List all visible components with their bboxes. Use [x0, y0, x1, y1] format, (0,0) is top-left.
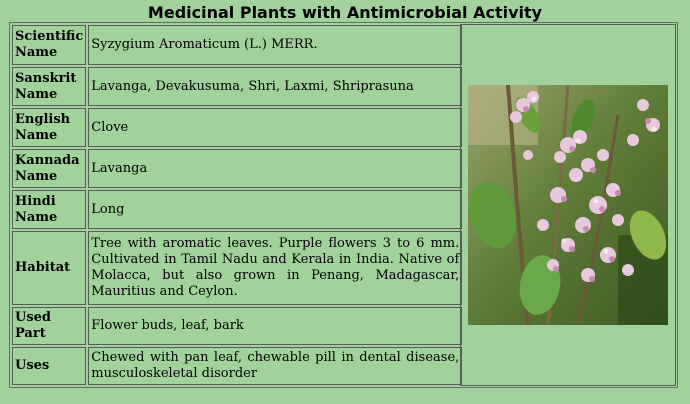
table-row: [12, 67, 462, 106]
row-value: Chewed with pan leaf, chewable pill in dental disease, musculoskeletal disorder: [88, 347, 462, 385]
row-value: Tree with aromatic leaves. Purple flowers 3 to 6 mm. Cultivated in Tamil Nadu and Kerala in India. Native of Molacca, but also grown in Penang, Madagascar, Mauritius and Ceylon.: [88, 231, 462, 305]
row-label: Uses: [12, 347, 86, 385]
row-label: English Name: [12, 108, 86, 147]
row-value: Lavanga, Devakusuma, Shri, Laxmi, Shriprasuna: [88, 67, 462, 106]
row-label: Hindi Name: [12, 190, 86, 229]
row-value: Long: [88, 190, 462, 229]
row-label: Kannada Name: [12, 149, 86, 188]
table-row: [12, 190, 462, 229]
row-label: Scientific Name: [12, 25, 86, 65]
table-row: [12, 347, 462, 385]
row-value: Syzygium Aromaticum (L.) MERR.: [88, 25, 462, 65]
table-row: [12, 231, 462, 305]
table-row: [12, 108, 462, 147]
plant-photo: [468, 85, 668, 325]
row-label: Habitat: [12, 231, 86, 305]
table-row: [12, 25, 462, 65]
row-label: Sanskrit Name: [12, 67, 86, 106]
row-value: Clove: [88, 108, 462, 147]
table-row: [12, 307, 462, 345]
plant-info-table: [10, 23, 464, 387]
row-label: Used Part: [12, 307, 86, 345]
row-value: Lavanga: [88, 149, 462, 188]
table-row: [12, 149, 462, 188]
row-value: Flower buds, leaf, bark: [88, 307, 462, 345]
page-title: Medicinal Plants with Antimicrobial Activity: [147, 3, 543, 22]
